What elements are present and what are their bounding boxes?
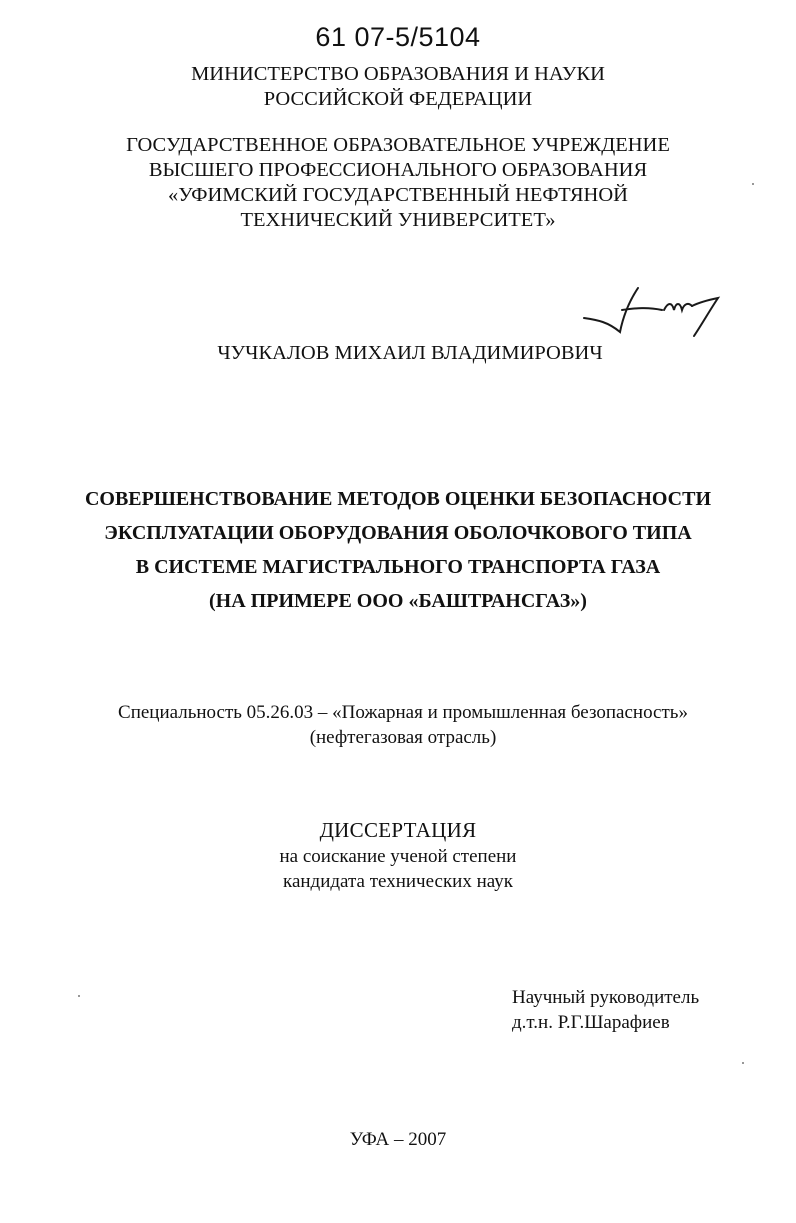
ministry-line: РОССИЙСКОЙ ФЕДЕРАЦИИ bbox=[263, 88, 533, 110]
advisor-name: д.т.н. Р.Г.Шарафиев bbox=[512, 1012, 670, 1033]
author-signature bbox=[578, 280, 728, 342]
scan-speck bbox=[752, 183, 754, 185]
author-name: ЧУЧКАЛОВ МИХАИЛ ВЛАДИМИРОВИЧ bbox=[217, 342, 603, 364]
degree-line: кандидата технических наук bbox=[283, 871, 513, 892]
dissertation-heading: ДИССЕРТАЦИЯ bbox=[319, 818, 477, 842]
scan-speck bbox=[742, 1062, 744, 1064]
degree-statement bbox=[0, 818, 796, 894]
speciality-line: (нефтегазовая отрасль) bbox=[309, 727, 497, 748]
institution-line: «УФИМСКИЙ ГОСУДАРСТВЕННЫЙ НЕФТЯНОЙ bbox=[168, 184, 628, 206]
scientific-advisor bbox=[512, 985, 699, 1035]
scan-speck bbox=[78, 995, 80, 997]
degree-line: на соискание ученой степени bbox=[279, 846, 517, 867]
title-line: В СИСТЕМЕ МАГИСТРАЛЬНОГО ТРАНСПОРТА ГАЗА bbox=[135, 556, 661, 578]
title-line: ЭКСПЛУАТАЦИИ ОБОРУДОВАНИЯ ОБОЛОЧКОВОГО ТИПА bbox=[104, 522, 692, 544]
city-year: УФА – 2007 bbox=[349, 1129, 447, 1150]
institution-header bbox=[0, 133, 796, 233]
ministry-header bbox=[0, 62, 796, 112]
speciality-line: Специальность 05.26.03 – «Пожарная и промышленная безопасность» bbox=[118, 702, 688, 723]
institution-line: ГОСУДАРСТВЕННОЕ ОБРАЗОВАТЕЛЬНОЕ УЧРЕЖДЕНИЕ bbox=[126, 134, 670, 156]
title-line: СОВЕРШЕНСТВОВАНИЕ МЕТОДОВ ОЦЕНКИ БЕЗОПАСНОСТИ bbox=[84, 488, 712, 510]
dissertation-title bbox=[0, 482, 796, 618]
ministry-line: МИНИСТЕРСТВО ОБРАЗОВАНИЯ И НАУКИ bbox=[191, 63, 605, 85]
advisor-role: Научный руководитель bbox=[512, 987, 700, 1008]
speciality bbox=[0, 700, 796, 750]
title-line: (НА ПРИМЕРЕ ООО «БАШТРАНСГАЗ») bbox=[209, 590, 587, 612]
institution-line: ТЕХНИЧЕСКИЙ УНИВЕРСИТЕТ» bbox=[240, 209, 556, 231]
stamp-number: 61 07-5/5104 bbox=[315, 22, 481, 52]
institution-line: ВЫСШЕГО ПРОФЕССИОНАЛЬНОГО ОБРАЗОВАНИЯ bbox=[148, 159, 648, 181]
